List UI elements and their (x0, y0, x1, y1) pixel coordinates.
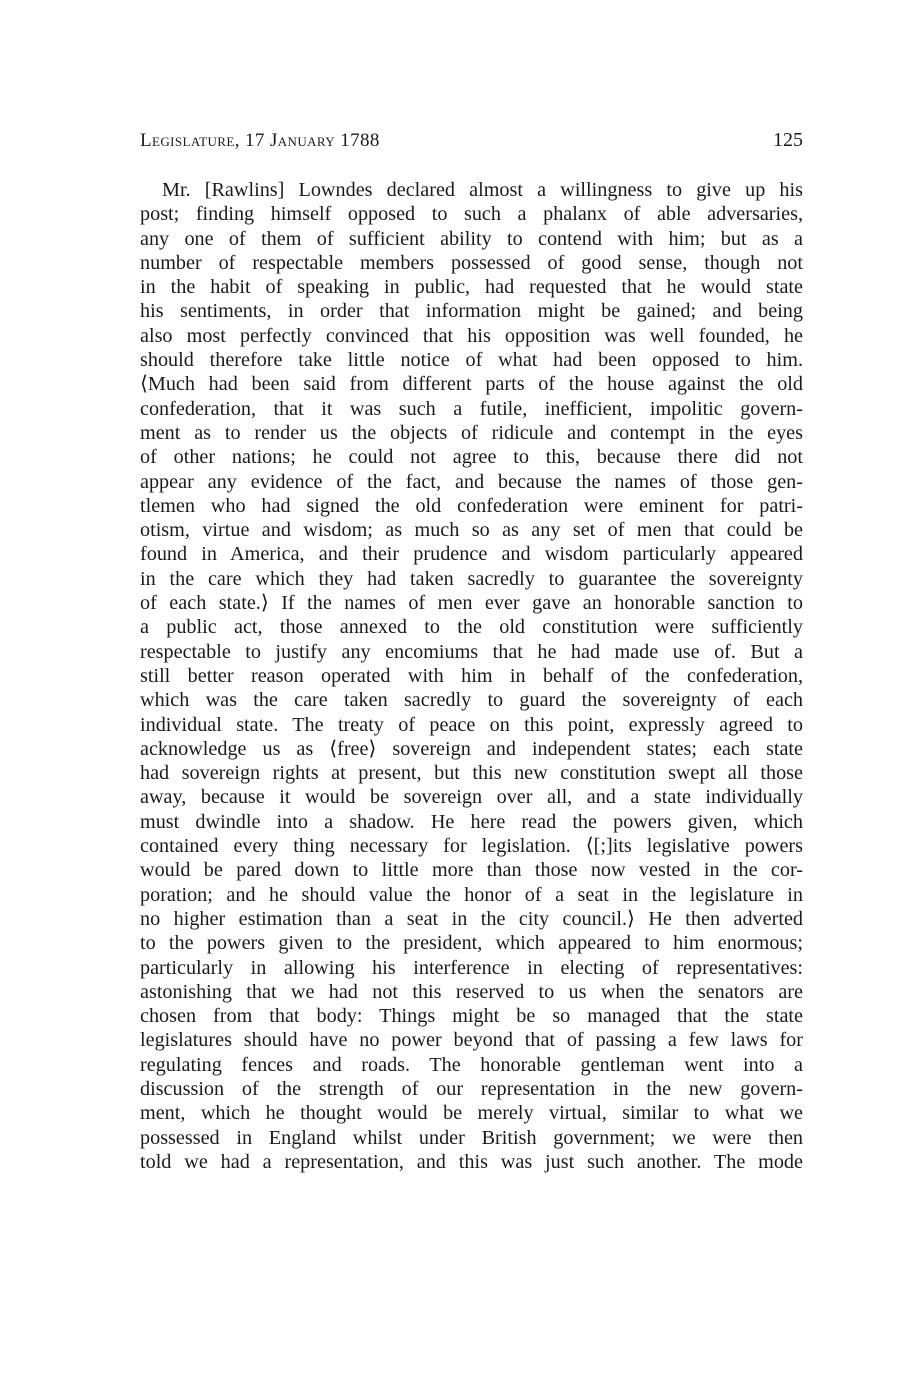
text-line: ment, which he thought would be merely virtual, similar to what we (140, 1102, 803, 1125)
text-line: contained every thing necessary for legislation. ⟨[;]its legislative powers (140, 835, 803, 858)
text-line: to the powers given to the president, which appeared to him enormous; (140, 932, 803, 955)
text-line: of each state.⟩ If the names of men ever gave an honorable sanction to (140, 592, 803, 615)
text-line: legislatures should have no power beyond that of passing a few laws for (140, 1029, 803, 1052)
text-line: ⟨Much had been said from different parts of the house against the old (140, 373, 803, 396)
text-line: possessed in England whilst under British government; we were then (140, 1126, 803, 1149)
text-line: tlemen who had signed the old confederation were eminent for patri- (140, 494, 803, 517)
text-line: still better reason operated with him in behalf of the confederation, (140, 664, 803, 687)
text-line: found in America, and their prudence and wisdom particularly appeared (140, 543, 803, 566)
text-line: astonishing that we had not this reserved to us when the senators are (140, 980, 803, 1003)
text-line: ment as to render us the objects of ridicule and contempt in the eyes (140, 421, 803, 444)
text-line: which was the care taken sacredly to guard the sovereignty of each (140, 689, 803, 712)
text-line: number of respectable members possessed of good sense, though not (140, 251, 803, 274)
text-line: in the care which they had taken sacredly to guarantee the sovereignty (140, 567, 803, 590)
text-line: would be pared down to little more than those now vested in the cor- (140, 859, 803, 882)
text-line: should therefore take little notice of what had been opposed to him. (140, 349, 803, 372)
text-line: his sentiments, in order that information might be gained; and being (140, 300, 803, 323)
page-number: 125 (773, 129, 803, 151)
text-line: post; finding himself opposed to such a phalanx of able adversaries, (140, 203, 803, 226)
text-line: told we had a representation, and this was just such another. The mode (140, 1150, 803, 1173)
text-line: away, because it would be sovereign over all, and a state individually (140, 786, 803, 809)
text-line: had sovereign rights at present, but this new constitution swept all those (140, 762, 803, 785)
text-line: appear any evidence of the fact, and because the names of those gen- (140, 470, 803, 493)
text-line: a public act, those annexed to the old constitution were sufficiently (140, 616, 803, 639)
text-line: chosen from that body: Things might be so managed that the state (140, 1005, 803, 1028)
text-line: poration; and he should value the honor of a seat in the legislature in (140, 883, 803, 906)
text-line: in the habit of speaking in public, had requested that he would state (140, 276, 803, 299)
text-line: any one of them of sufficient ability to contend with him; but as a (140, 227, 803, 250)
text-line: must dwindle into a shadow. He here read the powers given, which (140, 810, 803, 833)
text-line: also most perfectly convinced that his opposition was well founded, he (140, 324, 803, 347)
running-head-title: Legislature, 17 January 1788 (140, 130, 380, 151)
body-paragraph (140, 178, 803, 1174)
text-line: particularly in allowing his interference in electing of representatives: (140, 956, 803, 979)
document-page (140, 126, 803, 1174)
text-line: regulating fences and roads. The honorable gentleman went into a (140, 1053, 803, 1076)
text-line: confederation, that it was such a futile, inefficient, impolitic govern- (140, 397, 803, 420)
text-line: no higher estimation than a seat in the city council.⟩ He then adverted (140, 907, 803, 930)
text-line: otism, virtue and wisdom; as much so as any set of men that could be (140, 519, 803, 542)
running-head (140, 126, 803, 154)
text-line: respectable to justify any encomiums that he had made use of. But a (140, 640, 803, 663)
text-line: individual state. The treaty of peace on this point, expressly agreed to (140, 713, 803, 736)
text-line: Mr. [Rawlins] Lowndes declared almost a willingness to give up his (162, 179, 803, 201)
text-line: acknowledge us as ⟨free⟩ sovereign and independent states; each state (140, 737, 803, 760)
text-line: discussion of the strength of our representation in the new govern- (140, 1077, 803, 1100)
text-line: of other nations; he could not agree to this, because there did not (140, 446, 803, 469)
